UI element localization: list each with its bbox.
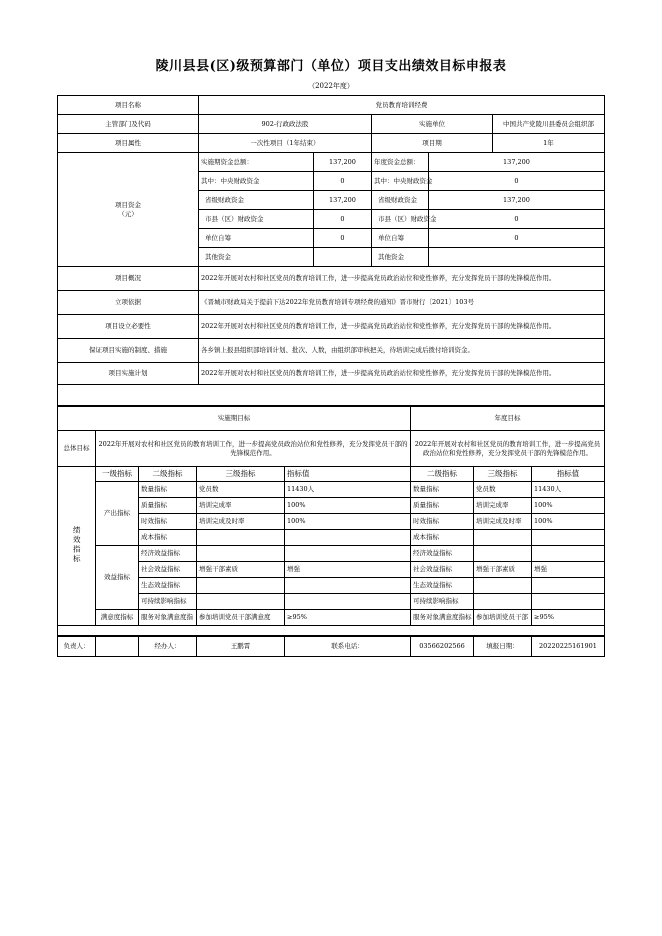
attr-value: 一次性项目（1年结束） xyxy=(199,134,372,153)
spacer-row xyxy=(58,626,605,636)
funds-other-value xyxy=(314,248,372,267)
satisfaction-label: 满意度指标 xyxy=(96,610,139,626)
impl-goal-text: 2022年开展对农村和社区党员的教育培训工作，进一步提高党员政治站位和党性修养，充分发挥党员干部的先锋模范作用。 xyxy=(96,431,411,467)
report-year: （2022年度） xyxy=(308,82,354,90)
row-l2: 社会效益指标 xyxy=(139,562,197,578)
overall-goal-label: 总体目标 xyxy=(58,431,96,467)
row-l3: 党员数 xyxy=(197,482,285,498)
footer-table xyxy=(57,636,605,657)
funds-other-label: 其他资金 xyxy=(199,248,314,267)
row-l3: 增强干部素质 xyxy=(197,562,285,578)
perf-side-label: 绩效指标 xyxy=(72,525,82,564)
perf-h-l2: 二级指标 xyxy=(139,467,197,482)
row-l3: 培训完成率 xyxy=(197,498,285,514)
plan-text: 2022年开展对农村和社区党员的教育培训工作，进一步提高党员政治站位和党性修养，充分发挥党员干部的先锋模范作用。 xyxy=(199,363,605,385)
row-r3 xyxy=(474,594,532,610)
funds-self-value: 0 xyxy=(314,229,372,248)
funds-central-label: 其中：中央财政资金 xyxy=(199,172,314,191)
project-name-value: 党员教育培训经费 xyxy=(199,96,605,115)
necessity-text: 2022年开展对农村和社区党员的教育培训工作，进一步提高党员政治站位和党性修养，充分发挥党员干部的先锋模范作用。 xyxy=(199,315,605,339)
funds-yself-value: 0 xyxy=(429,229,605,248)
funds-label: 项目资金 xyxy=(115,201,141,210)
row-v xyxy=(285,578,411,594)
funds-self-label: 单位自筹 xyxy=(199,229,314,248)
basis-text: 《晋城市财政局关于提前下达2022年党员教育培训专项经费的通知》晋市财行〔2021〕103号 xyxy=(199,291,605,315)
funds-total-label: 实施期资金总额： xyxy=(199,153,314,172)
funds-prov-value: 137,200 xyxy=(314,191,372,210)
row-l3 xyxy=(197,578,285,594)
row-l2: 经济效益指标 xyxy=(139,546,197,562)
owner-label: 负责人： xyxy=(58,637,96,657)
row-l2: 生态效益指标 xyxy=(139,578,197,594)
funds-total-value: 137,200 xyxy=(314,153,372,172)
funds-city-value: 0 xyxy=(314,210,372,229)
owner-value xyxy=(96,637,139,657)
row-rv: 11430人 xyxy=(532,482,605,498)
row-l3 xyxy=(197,546,285,562)
period-label: 项目期 xyxy=(372,134,493,153)
row-r2: 数量指标 xyxy=(411,482,474,498)
row-rv xyxy=(532,578,605,594)
row-rv xyxy=(532,546,605,562)
perf-h-r3: 三级指标 xyxy=(474,467,532,482)
row-v: ≥95% xyxy=(285,610,411,626)
funds-central-value: 0 xyxy=(314,172,372,191)
row-r2: 质量指标 xyxy=(411,498,474,514)
row-l2: 服务对象满意度指 xyxy=(139,610,197,626)
funds-yother-label: 其他资金 xyxy=(372,248,429,267)
row-rv xyxy=(532,594,605,610)
year-goal-text: 2022年开展对农村和社区党员的教育培训工作，进一步提高党员政治站位和党性修养，充分发挥党员干部的先锋模范作用。 xyxy=(411,431,605,467)
perf-h-rval: 指标值 xyxy=(532,467,605,482)
row-r3: 党员数 xyxy=(474,482,532,498)
impl-unit-value: 中国共产党陵川县委员会组织部 xyxy=(493,115,605,134)
phone-value: 03566202566 xyxy=(411,637,474,657)
necessity-label: 项目设立必要性 xyxy=(58,315,199,339)
row-r2: 服务对象满意度指标 xyxy=(411,610,474,626)
row-r2: 成本指标 xyxy=(411,530,474,546)
row-r2: 生态效益指标 xyxy=(411,578,474,594)
page-title: 陵川县县(区)级预算部门（单位）项目支出绩效目标申报表 xyxy=(155,59,507,74)
row-l2: 质量指标 xyxy=(139,498,197,514)
row-v: 100% xyxy=(285,514,411,530)
row-rv: 100% xyxy=(532,498,605,514)
phone-label: 联系电话： xyxy=(285,637,411,657)
perf-h-l1: 一级指标 xyxy=(96,467,139,482)
row-v xyxy=(285,594,411,610)
date-label: 填报日期： xyxy=(474,637,532,657)
funds-ycity-label: 市县（区）财政资金 xyxy=(372,210,429,229)
project-info-table xyxy=(57,95,605,407)
dept-label: 主管部门及代码 xyxy=(58,115,199,134)
row-r3 xyxy=(474,530,532,546)
perf-side-label-cell xyxy=(58,467,96,626)
year-goal-header: 年度目标 xyxy=(411,406,605,431)
row-r3: 培训完成率 xyxy=(474,498,532,514)
row-v: 11430人 xyxy=(285,482,411,498)
row-rv: ≥95% xyxy=(532,610,605,626)
row-l2: 数量指标 xyxy=(139,482,197,498)
project-name-label: 项目名称 xyxy=(58,96,199,115)
row-v xyxy=(285,546,411,562)
handler-label: 经办人： xyxy=(139,637,197,657)
perf-h-r2: 二级指标 xyxy=(411,467,474,482)
attr-label: 项目属性 xyxy=(58,134,199,153)
handler-value: 王鹏霄 xyxy=(197,637,285,657)
row-l3 xyxy=(197,594,285,610)
funds-prov-label: 省级财政资金 xyxy=(199,191,314,210)
plan-label: 项目实施计划 xyxy=(58,363,199,385)
row-rv: 100% xyxy=(532,514,605,530)
funds-yprov-label: 省级财政资金 xyxy=(372,191,429,210)
row-r2: 经济效益指标 xyxy=(411,546,474,562)
funds-ycentral-value: 0 xyxy=(429,172,605,191)
row-r3 xyxy=(474,578,532,594)
perf-h-l3: 三级指标 xyxy=(197,467,285,482)
row-l3: 培训完成及时率 xyxy=(197,514,285,530)
funds-yprov-value: 137,200 xyxy=(429,191,605,210)
funds-city-label: 市县（区）财政资金 xyxy=(199,210,314,229)
row-v: 100% xyxy=(285,498,411,514)
funds-ycity-value: 0 xyxy=(429,210,605,229)
overview-label: 项目概况 xyxy=(58,267,199,291)
row-rv xyxy=(532,530,605,546)
dept-value: 902-行政政法股 xyxy=(199,115,372,134)
row-l3 xyxy=(197,530,285,546)
row-r2: 时效指标 xyxy=(411,514,474,530)
row-l3: 参加培训党员干部满意度 xyxy=(197,610,285,626)
measures-label: 保证项目实施的制度、措施 xyxy=(58,339,199,363)
funds-yother-value xyxy=(429,248,605,267)
row-v xyxy=(285,530,411,546)
period-value: 1年 xyxy=(493,134,605,153)
row-r3: 参加培训党员干部 xyxy=(474,610,532,626)
row-r2: 社会效益指标 xyxy=(411,562,474,578)
benefit-label: 效益指标 xyxy=(96,546,139,610)
output-label: 产出指标 xyxy=(96,482,139,546)
perf-h-val: 指标值 xyxy=(285,467,411,482)
row-r3: 增强干部素质 xyxy=(474,562,532,578)
row-l2: 成本指标 xyxy=(139,530,197,546)
spacer-row xyxy=(58,385,605,407)
funds-label-cell xyxy=(58,153,199,267)
row-rv: 增强 xyxy=(532,562,605,578)
basis-label: 立项依据 xyxy=(58,291,199,315)
funds-ytotal-label: 年度资金总额： xyxy=(372,153,429,172)
measures-text: 各乡镇上报县组织部培训计划、批次、人数，由组织部审核把关，待培训完成后拨付培训资金。 xyxy=(199,339,605,363)
overview-text: 2022年开展对农村和社区党员的教育培训工作，进一步提高党员政治站位和党性修养，充分发挥党员干部的先锋模范作用。 xyxy=(199,267,605,291)
funds-ytotal-value: 137,200 xyxy=(429,153,605,172)
row-r2: 可持续影响指标 xyxy=(411,594,474,610)
perf-table xyxy=(57,466,605,636)
row-r3: 培训完成及时率 xyxy=(474,514,532,530)
row-l2: 可持续影响指标 xyxy=(139,594,197,610)
funds-ycentral-label: 其中：中央财政资金 xyxy=(372,172,429,191)
impl-goal-header: 实施期目标 xyxy=(58,406,411,431)
row-r3 xyxy=(474,546,532,562)
row-v: 增强 xyxy=(285,562,411,578)
impl-unit-label: 实施单位 xyxy=(372,115,493,134)
row-l2: 时效指标 xyxy=(139,514,197,530)
date-value: 20220225161901 xyxy=(532,637,605,657)
goals-table xyxy=(57,405,605,467)
funds-unit: （元） xyxy=(118,209,138,218)
funds-yself-label: 单位自筹 xyxy=(372,229,429,248)
